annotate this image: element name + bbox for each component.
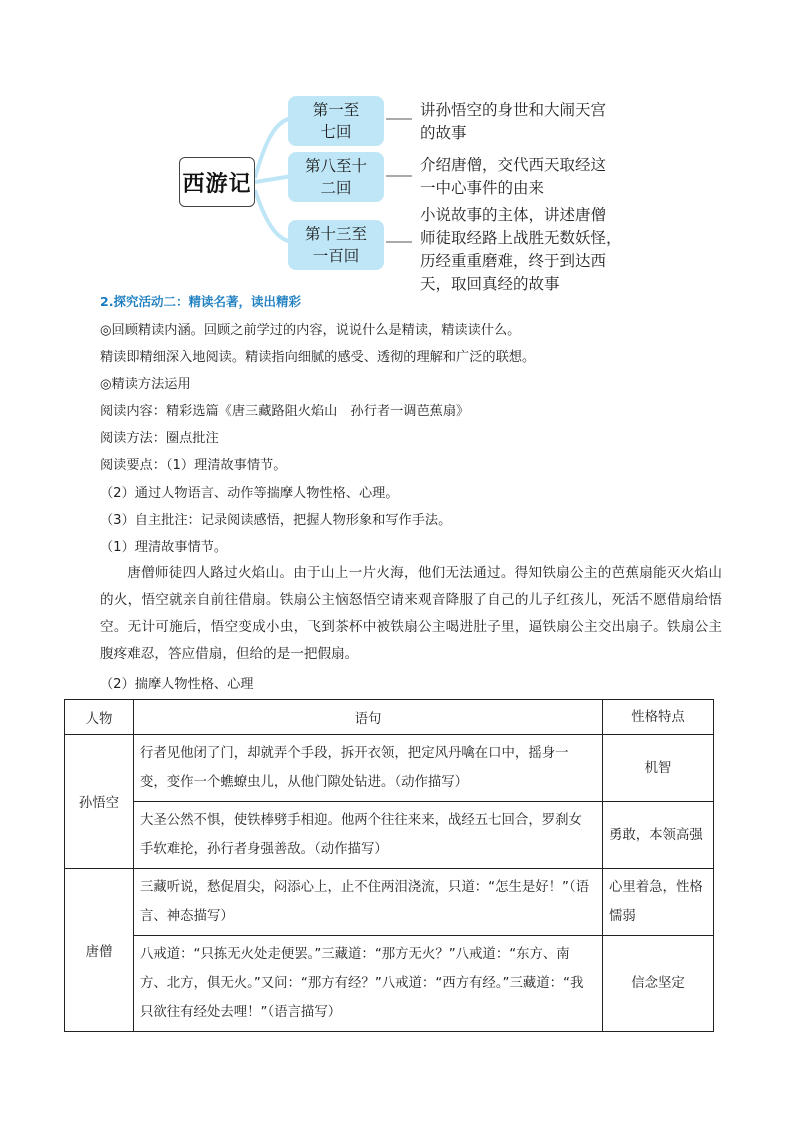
node-3-line-1: 第十三至 xyxy=(304,225,367,243)
header-trait: 性格特点 xyxy=(603,700,714,735)
text-line-3: ◎精读方法运用 xyxy=(100,377,191,392)
node-3-line-2: 一百回 xyxy=(312,247,360,265)
quote-cell: 大圣公然不惧，使铁棒劈手相迎。他两个往往来来，战经五七回合，罗刹女手软难抡，孙行者身强善敌。（动作描写） xyxy=(134,802,603,869)
text-line-4: 阅读内容：精彩选篇《唐三藏路阻火焰山 孙行者一调芭蕉扇》 xyxy=(100,404,470,419)
mindmap xyxy=(0,0,794,293)
node-2-line-2: 二回 xyxy=(320,179,352,197)
mindmap-desc-2: 介绍唐僧，交代西天取经这 一中心事件的由来 xyxy=(420,156,607,197)
trait-cell: 信念坚定 xyxy=(603,936,714,1032)
story-paragraph: 唐僧师徒四人路过火焰山。由于山上一片火海，他们无法通过。得知铁扇公主的芭蕉扇能灭火焰山的火，悟空就亲自前往借扇。铁扇公主恼怒悟空请来观音降服了自己的儿子红孩儿，死活不愿借扇给悟空。无计可施后，悟空变成小虫，飞到茶杯中被铁扇公主喝进肚子里，逼铁扇公主交出扇子。铁扇公主腹疼难忍，答应借扇，但给的是一把假扇。 xyxy=(100,565,722,662)
character-name: 唐僧 xyxy=(65,869,134,1032)
table-row xyxy=(65,936,714,1032)
header-quote: 语句 xyxy=(134,700,603,735)
mindmap-root: 西游记 xyxy=(179,157,255,207)
subheading: （2）揣摩人物性格、心理 xyxy=(100,677,254,692)
text-line-7: （2）通过人物语言、动作等揣摩人物性格、心理。 xyxy=(100,486,399,501)
mindmap-connectors xyxy=(0,0,794,290)
character-table xyxy=(64,699,714,1032)
quote-cell: 八戒道：“只拣无火处走便罢。”三藏道：“那方无火？”八戒道：“东方、南方、北方，俱无火。”又问：“那方有经？”八戒道：“西方有经。”三藏道：“我只欲往有经处去哩！”（语言描写） xyxy=(134,936,603,1032)
trait-cell: 勇敢，本领高强 xyxy=(603,802,714,869)
mindmap-desc-1: 讲孙悟空的身世和大闹天宫 的故事 xyxy=(420,101,607,142)
text-line-2: 精读即精细深入地阅读。精读指向细腻的感受、透彻的理解和广泛的联想。 xyxy=(100,350,536,365)
trait-cell: 心里着急，性格懦弱 xyxy=(603,869,714,936)
text-line-1: ◎回顾精读内涵。回顾之前学过的内容，说说什么是精读，精读读什么。 xyxy=(100,323,521,338)
quote-cell: 行者见他闭了门，却就弄个手段，拆开衣领，把定风丹噙在口中，摇身一变，变作一个蟭蟟虫儿，从他门隙处钻进。（动作描写） xyxy=(134,735,603,802)
table-row xyxy=(65,802,714,869)
mindmap-node-1 xyxy=(288,96,384,146)
node-1-line-1: 第一至 xyxy=(312,101,360,119)
text-line-9: （1）理清故事情节。 xyxy=(100,540,228,555)
table-header-row xyxy=(65,700,714,735)
trait-cell: 机智 xyxy=(603,735,714,802)
table-row xyxy=(65,869,714,936)
node-1-line-2: 七回 xyxy=(320,123,352,141)
character-name: 孙悟空 xyxy=(65,735,134,869)
table-row xyxy=(65,735,714,802)
text-line-6: 阅读要点：（1）理清故事情节。 xyxy=(100,458,287,473)
quote-cell: 三藏听说，愁促眉尖，闷添心上，止不住两泪浇流，只道：“怎生是好！”（语言、神态描写） xyxy=(134,869,603,936)
mindmap-node-2 xyxy=(288,152,384,202)
mindmap-desc-3: 小说故事的主体，讲述唐僧 师徒取经路上战胜无数妖怪， 历经重重磨难，终于到达西 天，取回真经的故事 xyxy=(420,206,622,293)
node-2-line-1: 第八至十 xyxy=(304,157,367,175)
text-line-5: 阅读方法：圈点批注 xyxy=(100,431,219,446)
section-title: 2.探究活动二：精读名著，读出精彩 xyxy=(100,294,301,309)
header-character: 人物 xyxy=(65,700,134,735)
mindmap-node-3 xyxy=(288,220,384,270)
text-line-8: （3）自主批注：记录阅读感悟，把握人物形象和写作手法。 xyxy=(100,513,452,528)
